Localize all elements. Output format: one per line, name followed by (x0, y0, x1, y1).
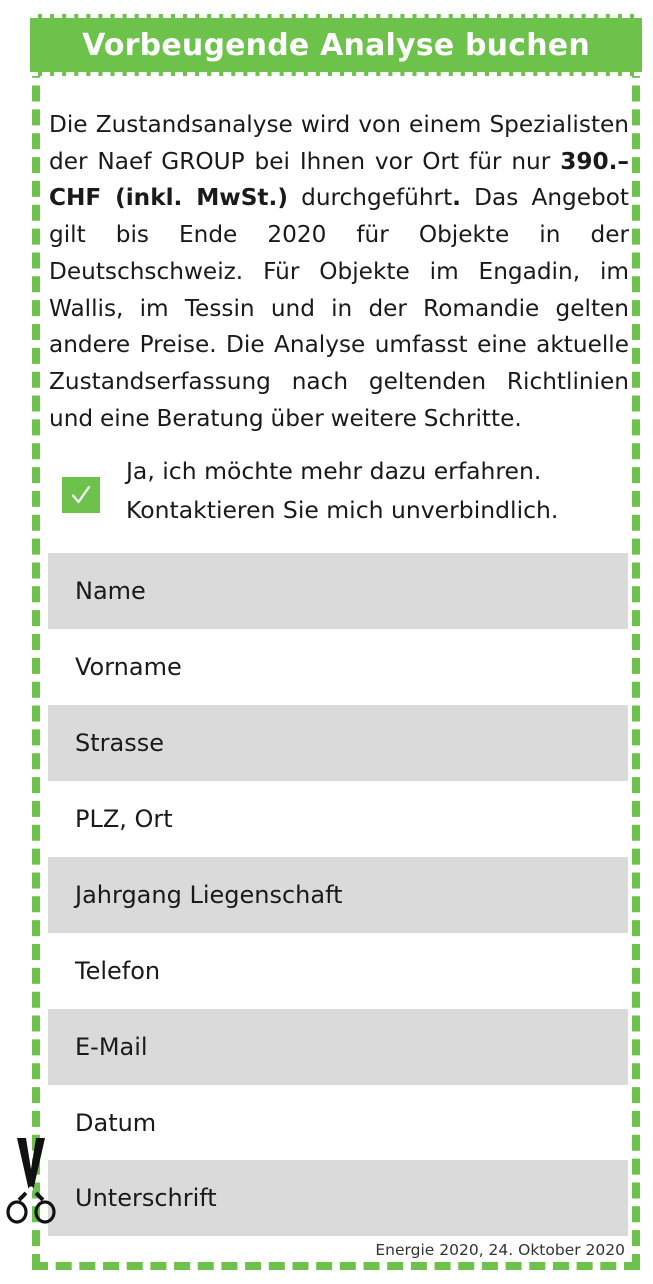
first-name-field[interactable] (48, 629, 628, 705)
field-label: Strasse (75, 729, 164, 757)
phone-field[interactable] (48, 933, 628, 1009)
offer-text-conditions: Das Angebot gilt bis Ende 2020 für Objekte in der Deutschschweiz. Für Objekte im Engadin, im Wallis, im Tessin und in der Romandie gelten andere Preise. Die Analyse umfasst eine aktuelle Zustandserfassung nach geltenden Richtlinien und eine Beratung über weitere Schritte. (49, 184, 629, 432)
contact-checkbox[interactable] (62, 477, 100, 513)
offer-description (49, 107, 629, 437)
offer-price: 390.– CHF (inkl. MwSt.) (49, 147, 629, 212)
scissors-icon (4, 1136, 58, 1226)
publication-note: Energie 2020, 24. Oktober 2020 (375, 1241, 625, 1259)
field-label: Telefon (75, 957, 161, 985)
coupon-title: Vorbeugende Analyse buchen (82, 27, 590, 63)
offer-text-intro: Die Zustandsanalyse wird von einem Spezialisten der Naef GROUP bei Ihnen vor Ort für nur (49, 111, 629, 175)
offer-text-performed: durchgeführt (287, 184, 453, 212)
field-label: Jahrgang Liegenschaft (75, 881, 343, 909)
field-label: Datum (75, 1109, 157, 1137)
field-label: Name (75, 577, 146, 605)
field-label: Unterschrift (75, 1184, 217, 1212)
email-field[interactable] (48, 1009, 628, 1085)
date-field[interactable] (48, 1085, 628, 1161)
name-field[interactable] (48, 553, 628, 629)
property-year-field[interactable] (48, 857, 628, 933)
contact-optin-line1: Ja, ich möchte mehr dazu erfahren. (126, 457, 542, 485)
coupon-header (30, 14, 642, 76)
checkmark-icon (69, 483, 93, 507)
field-label: Vorname (75, 653, 182, 681)
street-field[interactable] (48, 705, 628, 781)
signature-field[interactable] (48, 1160, 628, 1236)
contact-optin-line2: Kontaktieren Sie mich unverbindlich. (126, 496, 559, 524)
field-label: E-Mail (75, 1033, 148, 1061)
field-label: PLZ, Ort (75, 805, 173, 833)
zip-city-field[interactable] (48, 781, 628, 857)
offer-text-dot: . (452, 184, 461, 212)
